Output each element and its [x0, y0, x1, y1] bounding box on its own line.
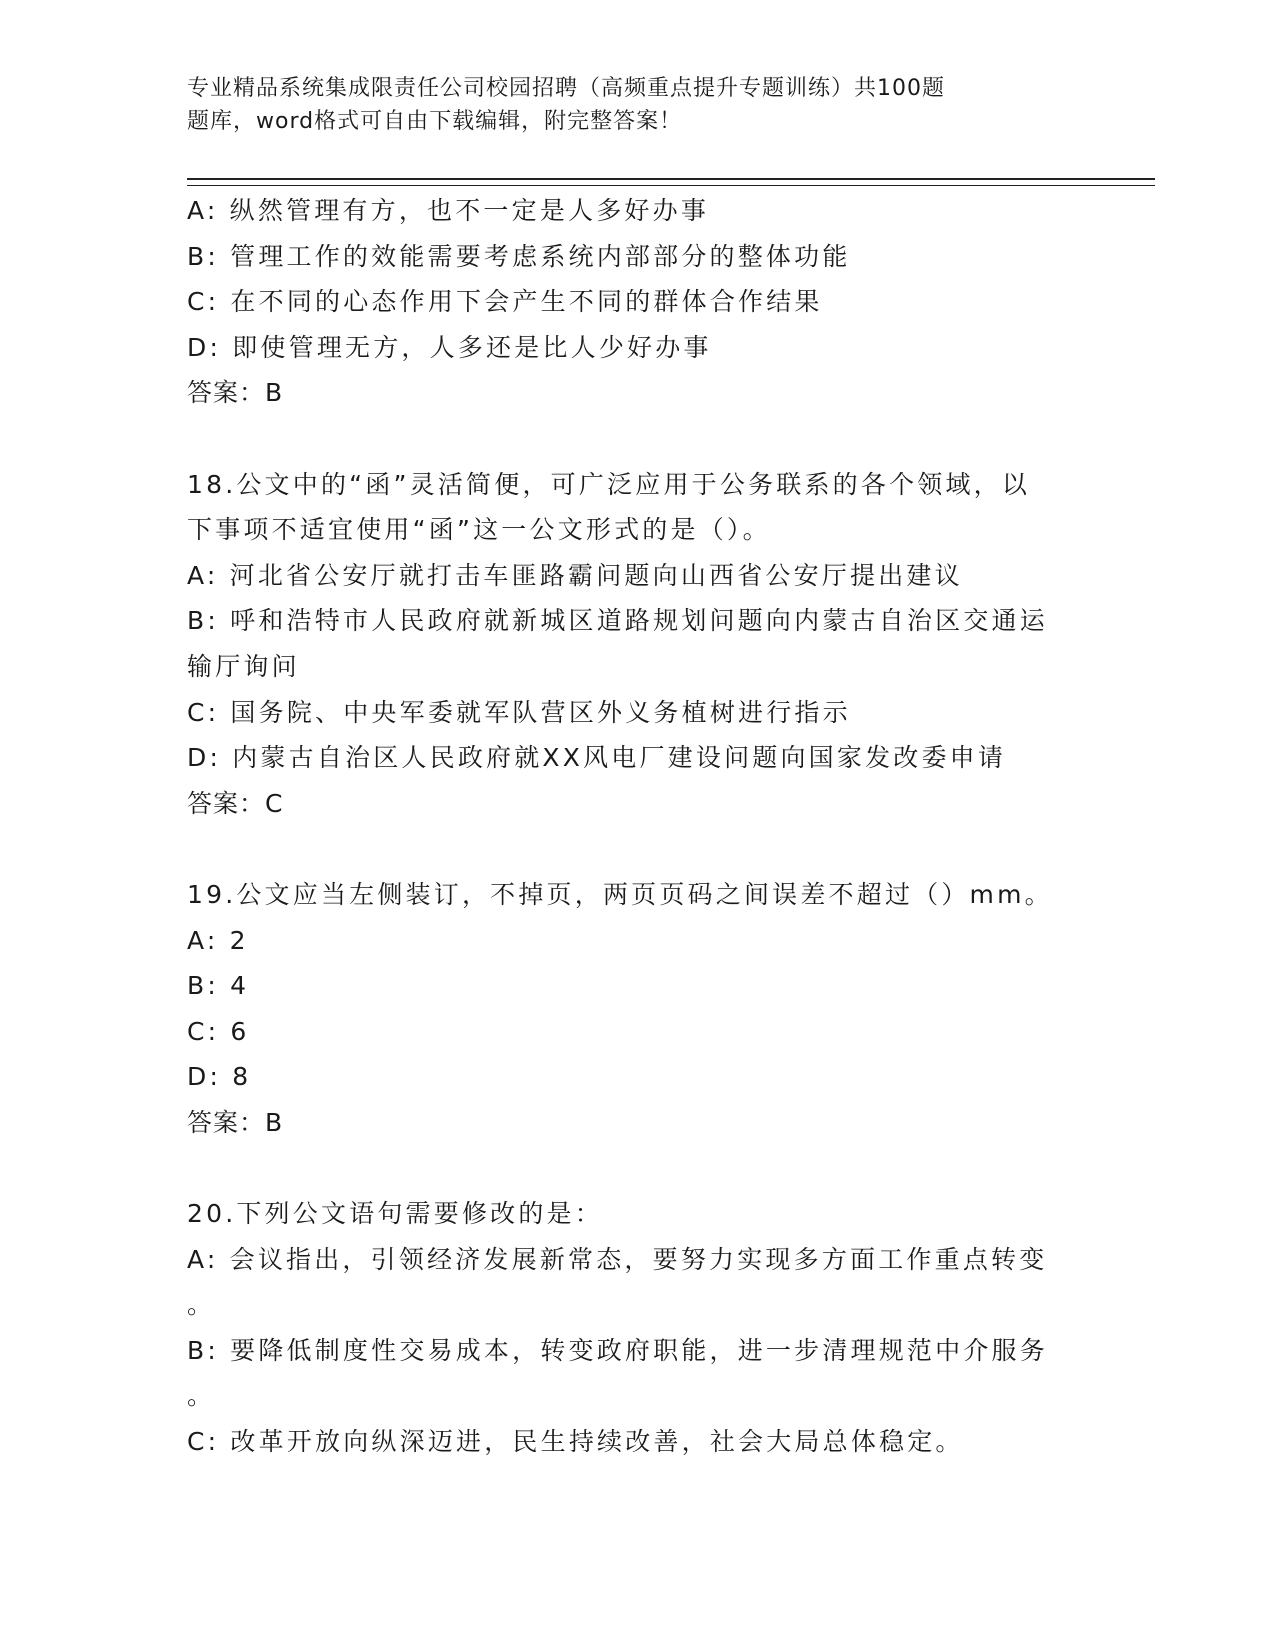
- question-20: [187, 1191, 1087, 1465]
- q19-option-b: B: 4: [187, 971, 250, 1001]
- q20-option-a-line-2: 。: [187, 1290, 216, 1320]
- q17-option-a: A: 纵然管理有方，也不一定是人多好办事: [187, 196, 710, 225]
- q19-answer: 答案：B: [187, 1107, 284, 1137]
- q17-option-c: C: 在不同的心态作用下会产生不同的群体合作结果: [187, 287, 823, 317]
- q18-option-b-line-1: B: 呼和浩特市人民政府就新城区道路规划问题向内蒙古自治区交通运: [187, 606, 1048, 636]
- q18-option-d: D: 内蒙古自治区人民政府就XX风电厂建设问题向国家发改委申请: [187, 743, 1007, 773]
- header-line-1: 专业精品系统集成限责任公司校园招聘（高频重点提升专题训练）共100题: [187, 76, 945, 101]
- q20-option-a-line-1: A: 会议指出，引领经济发展新常态，要努力实现多方面工作重点转变: [187, 1244, 1048, 1274]
- document-body: [187, 188, 1087, 1465]
- q18-stem-line-2: 下事项不适宜使用“函”这一公文形式的是（）。: [187, 515, 771, 545]
- q17-answer: 答案：B: [187, 378, 284, 408]
- q19-option-d: D: 8: [187, 1062, 252, 1092]
- question-18: [187, 462, 1087, 827]
- q18-answer: 答案：C: [187, 788, 284, 818]
- q20-stem: 20.下列公文语句需要修改的是：: [187, 1199, 603, 1229]
- q17-option-b: B: 管理工作的效能需要考虑系统内部部分的整体功能: [187, 241, 851, 271]
- q18-option-b-line-2: 输厅询问: [187, 651, 300, 681]
- q18-stem-line-1: 18.公文中的“函”灵活简便，可广泛应用于公务联系的各个领域，以: [187, 469, 1031, 499]
- header-line-2: 题库，word格式可自由下载编辑，附完整答案！: [187, 109, 683, 134]
- q19-stem: 19.公文应当左侧装订，不掉页，两页页码之间误差不超过（）mm。: [187, 879, 1053, 909]
- q17-option-d: D: 即使管理无方，人多还是比人少好办事: [187, 332, 712, 362]
- spacer: [187, 416, 1087, 462]
- q19-option-c: C: 6: [187, 1016, 250, 1046]
- header-rule: [187, 178, 1155, 186]
- page-header: [187, 72, 1047, 138]
- question-17: [187, 188, 1087, 416]
- q20-option-c: C: 改革开放向纵深迈进，民生持续改善，社会大局总体稳定。: [187, 1427, 964, 1457]
- q18-option-a: A: 河北省公安厅就打击车匪路霸问题向山西省公安厅提出建议: [187, 560, 963, 590]
- spacer: [187, 1145, 1087, 1191]
- question-19: [187, 872, 1087, 1146]
- q19-option-a: A: 2: [187, 925, 249, 955]
- q20-option-b-line-1: B: 要降低制度性交易成本，转变政府职能，进一步清理规范中介服务: [187, 1335, 1048, 1365]
- q20-option-b-line-2: 。: [187, 1381, 216, 1411]
- spacer: [187, 826, 1087, 872]
- q18-option-c: C: 国务院、中央军委就军队营区外义务植树进行指示: [187, 697, 851, 727]
